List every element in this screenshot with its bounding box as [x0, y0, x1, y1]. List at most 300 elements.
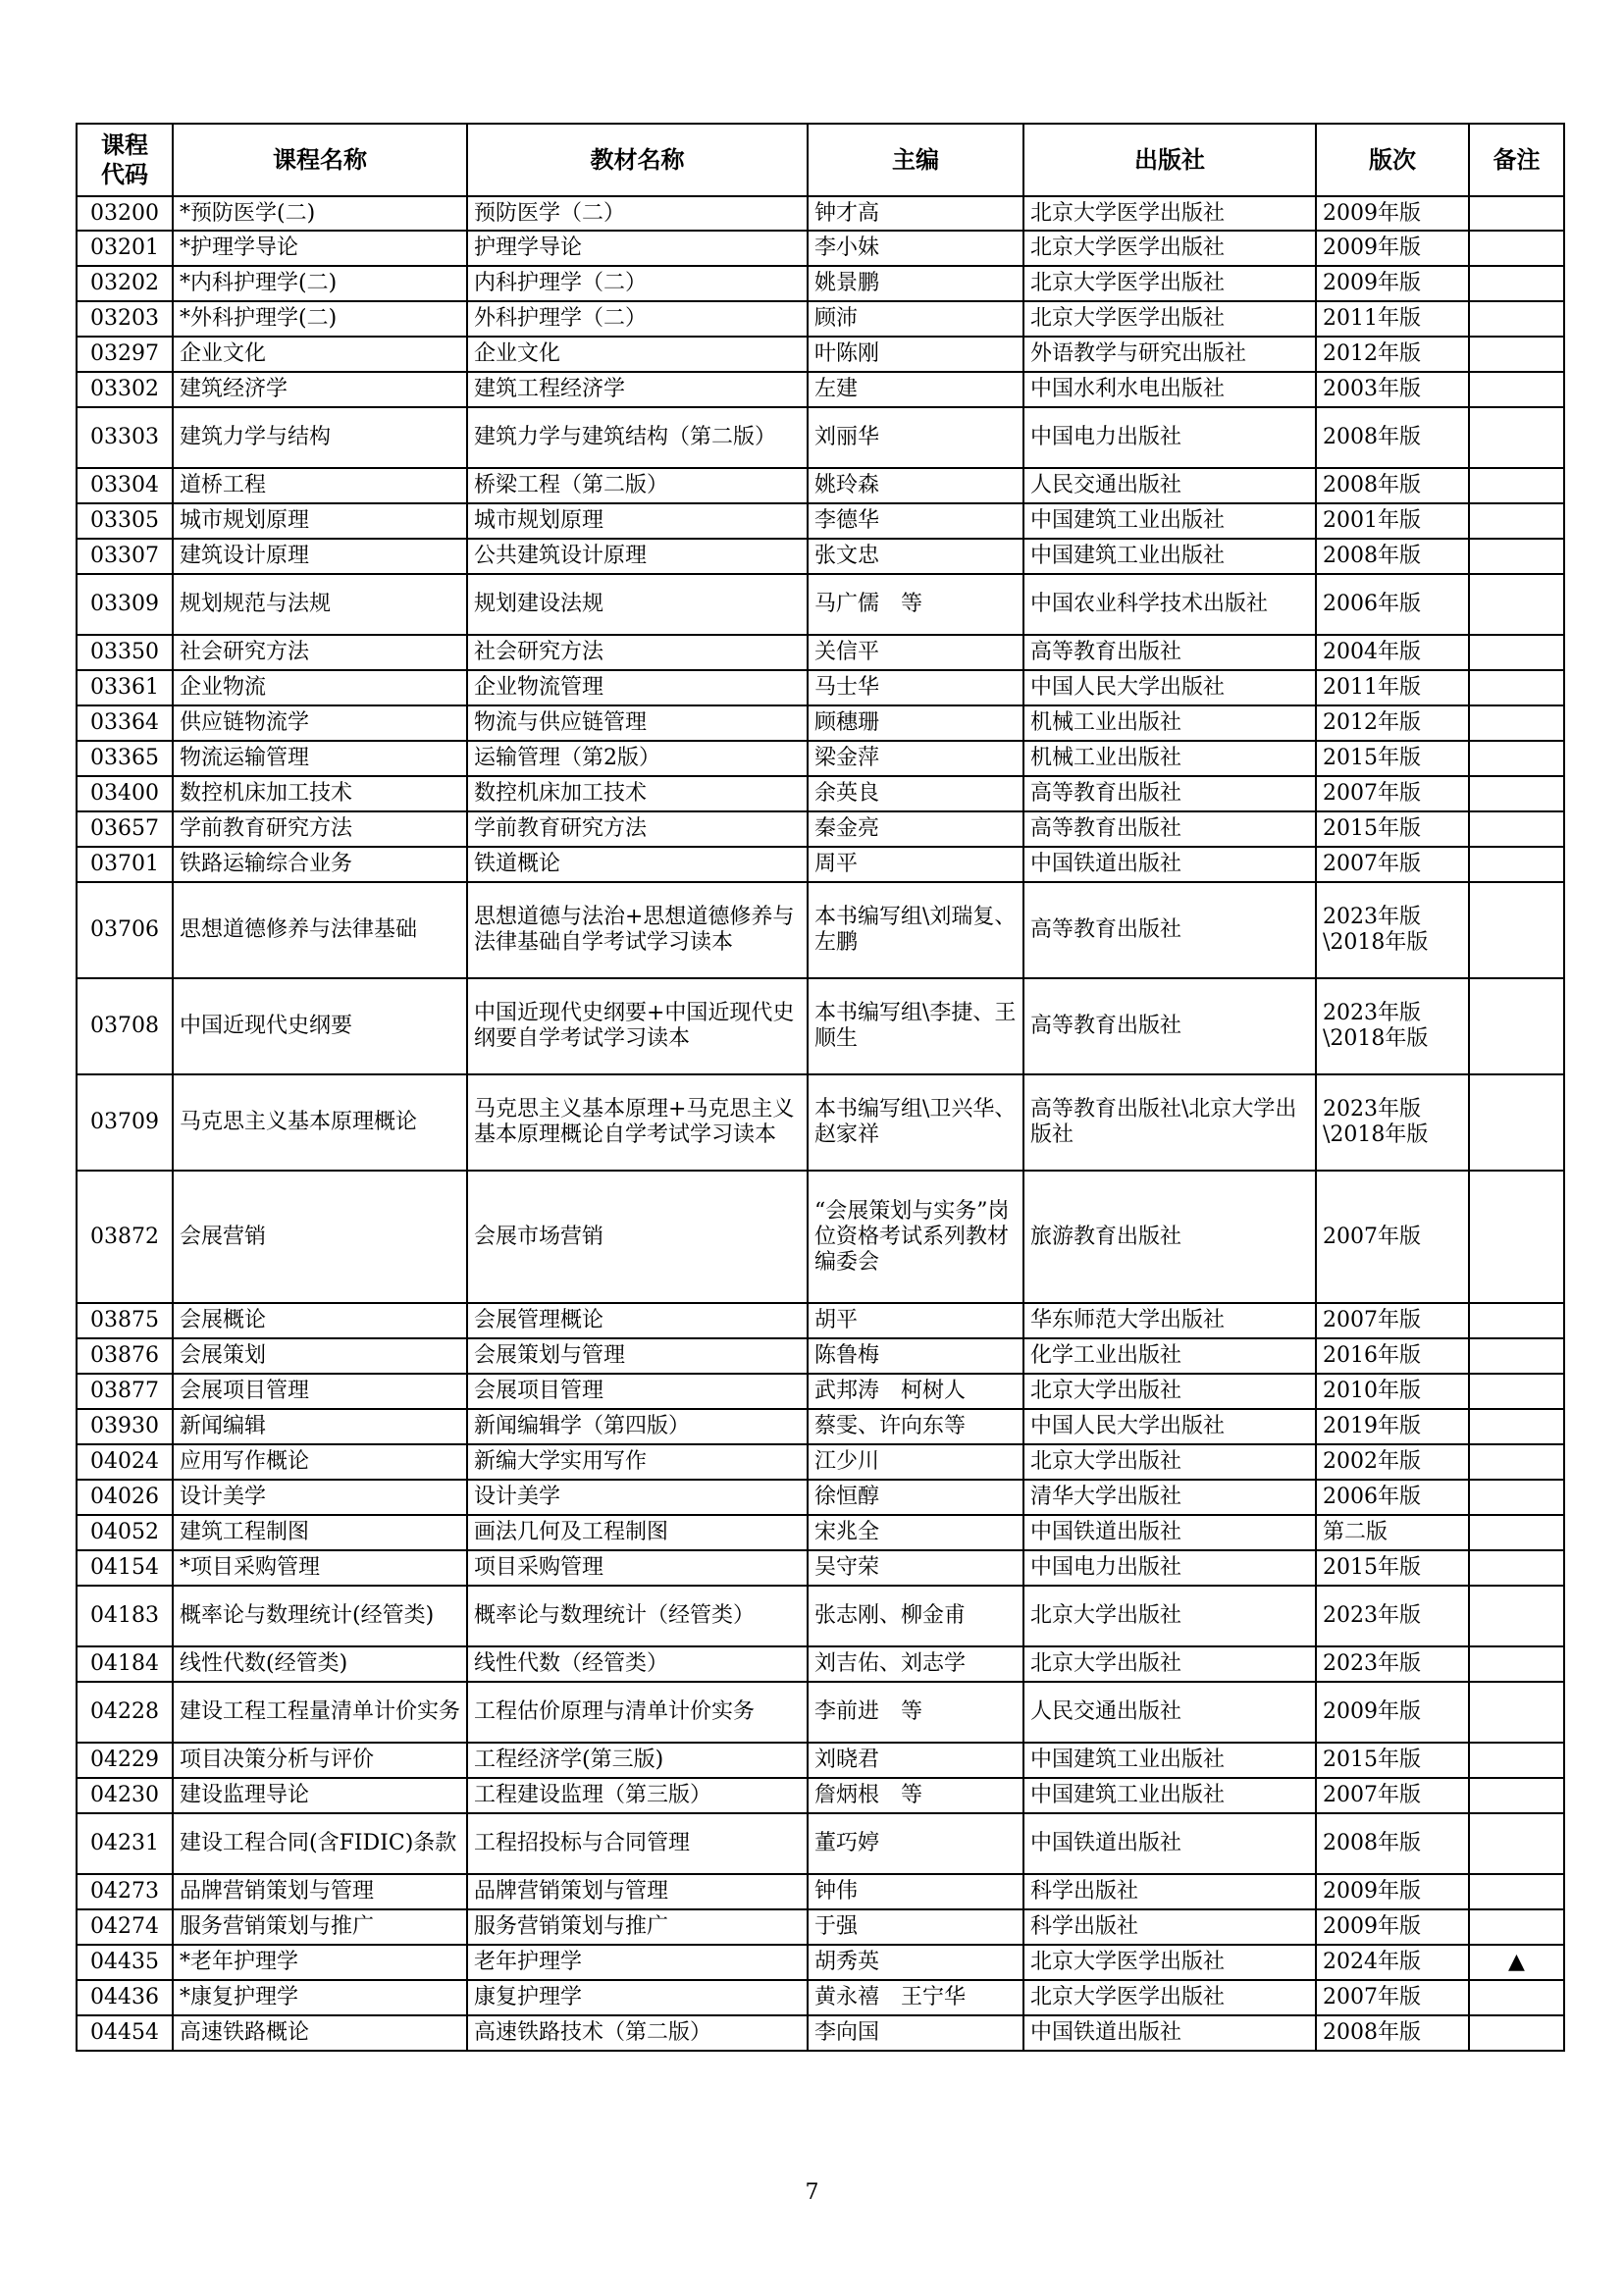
table-row [77, 1303, 1564, 1338]
table-cell-code: 03201 [77, 231, 173, 266]
table-cell-edition: 2009年版 [1316, 1874, 1469, 1909]
table-cell-publisher: 中国建筑工业出版社 [1023, 503, 1316, 539]
table-cell-edition: 2008年版 [1316, 539, 1469, 574]
table-cell-course: *老年护理学 [173, 1945, 467, 1980]
header-row [77, 124, 1564, 196]
table-cell-note [1469, 1743, 1564, 1778]
table-cell-publisher: 中国铁道出版社 [1023, 847, 1316, 882]
table-row [77, 670, 1564, 705]
table-cell-edition: 2009年版 [1316, 196, 1469, 231]
table-row [77, 503, 1564, 539]
table-cell-code: 03872 [77, 1171, 173, 1303]
table-cell-textbook: 服务营销策划与推广 [467, 1909, 808, 1945]
table-cell-publisher: 机械工业出版社 [1023, 705, 1316, 741]
table-cell-edition: 2015年版 [1316, 741, 1469, 776]
table-cell-note [1469, 231, 1564, 266]
table-cell-editor: 左建 [808, 372, 1023, 407]
table-cell-note [1469, 847, 1564, 882]
table-cell-textbook: 内科护理学（二） [467, 266, 808, 301]
table-row [77, 196, 1564, 231]
table-cell-edition: 2024年版 [1316, 1945, 1469, 1980]
table-cell-editor: 李前进 等 [808, 1682, 1023, 1743]
table-cell-course: 建设工程合同(含FIDIC)条款 [173, 1813, 467, 1874]
table-cell-code: 04229 [77, 1743, 173, 1778]
table-row [77, 1074, 1564, 1171]
table-cell-note [1469, 1074, 1564, 1171]
table-cell-note [1469, 1374, 1564, 1409]
table-row [77, 337, 1564, 372]
table-cell-publisher: 高等教育出版社 [1023, 882, 1316, 978]
table-row [77, 1480, 1564, 1515]
table-cell-note [1469, 1586, 1564, 1646]
table-cell-edition: 2008年版 [1316, 1813, 1469, 1874]
table-row [77, 1980, 1564, 2015]
table-cell-textbook: 新闻编辑学（第四版） [467, 1409, 808, 1444]
table-cell-note [1469, 1874, 1564, 1909]
table-cell-edition: 2023年版\2018年版 [1316, 882, 1469, 978]
table-cell-code: 03364 [77, 705, 173, 741]
table-cell-course: *预防医学(二) [173, 196, 467, 231]
table-cell-publisher: 中国建筑工业出版社 [1023, 539, 1316, 574]
table-cell-course: 会展营销 [173, 1171, 467, 1303]
table-cell-code: 04052 [77, 1515, 173, 1550]
table-cell-course: 应用写作概论 [173, 1444, 467, 1480]
table-cell-code: 03708 [77, 978, 173, 1074]
table-cell-code: 03302 [77, 372, 173, 407]
table-cell-textbook: 预防医学（二） [467, 196, 808, 231]
table-cell-publisher: 北京大学医学出版社 [1023, 301, 1316, 337]
table-cell-publisher: 中国人民大学出版社 [1023, 670, 1316, 705]
table-cell-textbook: 高速铁路技术（第二版） [467, 2015, 808, 2051]
table-cell-note [1469, 776, 1564, 811]
table-cell-code: 03709 [77, 1074, 173, 1171]
table-cell-edition: 2002年版 [1316, 1444, 1469, 1480]
table-cell-note [1469, 1480, 1564, 1515]
table-cell-edition: 2007年版 [1316, 1778, 1469, 1813]
table-cell-textbook: 工程估价原理与清单计价实务 [467, 1682, 808, 1743]
table-cell-textbook: 工程招投标与合同管理 [467, 1813, 808, 1874]
table-cell-textbook: 桥梁工程（第二版） [467, 468, 808, 503]
table-cell-course: *外科护理学(二) [173, 301, 467, 337]
table-cell-publisher: 人民交通出版社 [1023, 1682, 1316, 1743]
table-cell-course: 企业物流 [173, 670, 467, 705]
table-cell-note [1469, 1550, 1564, 1586]
table-cell-course: 城市规划原理 [173, 503, 467, 539]
table-cell-publisher: 中国铁道出版社 [1023, 2015, 1316, 2051]
table-cell-note [1469, 372, 1564, 407]
table-row [77, 978, 1564, 1074]
table-cell-editor: 钟伟 [808, 1874, 1023, 1909]
table-row [77, 1682, 1564, 1743]
table-cell-textbook: 学前教育研究方法 [467, 811, 808, 847]
table-cell-course: 建设工程工程量清单计价实务 [173, 1682, 467, 1743]
table-cell-edition: 2007年版 [1316, 1980, 1469, 2015]
table-cell-code: 03361 [77, 670, 173, 705]
table-cell-publisher: 北京大学医学出版社 [1023, 231, 1316, 266]
table-row [77, 539, 1564, 574]
table-cell-course: 品牌营销策划与管理 [173, 1874, 467, 1909]
table-cell-code: 03303 [77, 407, 173, 468]
table-cell-code: 04184 [77, 1646, 173, 1682]
table-cell-textbook: 项目采购管理 [467, 1550, 808, 1586]
table-row [77, 1778, 1564, 1813]
table-cell-textbook: 建筑力学与建筑结构（第二版） [467, 407, 808, 468]
table-cell-textbook: 企业文化 [467, 337, 808, 372]
table-cell-publisher: 高等教育出版社 [1023, 635, 1316, 670]
table-cell-editor: 梁金萍 [808, 741, 1023, 776]
table-cell-publisher: 中国电力出版社 [1023, 407, 1316, 468]
table-cell-publisher: 中国水利水电出版社 [1023, 372, 1316, 407]
header-publisher: 出版社 [1023, 124, 1316, 196]
table-cell-course: 社会研究方法 [173, 635, 467, 670]
table-cell-editor: 刘吉佑、刘志学 [808, 1646, 1023, 1682]
table-cell-course: 规划规范与法规 [173, 574, 467, 635]
table-cell-edition: 2007年版 [1316, 1171, 1469, 1303]
table-cell-publisher: 机械工业出版社 [1023, 741, 1316, 776]
table-cell-edition: 2004年版 [1316, 635, 1469, 670]
table-cell-code: 03930 [77, 1409, 173, 1444]
table-cell-code: 04228 [77, 1682, 173, 1743]
table-row [77, 1550, 1564, 1586]
table-cell-publisher: 北京大学出版社 [1023, 1646, 1316, 1682]
table-cell-course: 中国近现代史纲要 [173, 978, 467, 1074]
table-cell-publisher: 清华大学出版社 [1023, 1480, 1316, 1515]
table-cell-publisher: 北京大学出版社 [1023, 1586, 1316, 1646]
table-cell-note [1469, 407, 1564, 468]
table-cell-textbook: 老年护理学 [467, 1945, 808, 1980]
table-cell-editor: 吴守荣 [808, 1550, 1023, 1586]
table-cell-course: 服务营销策划与推广 [173, 1909, 467, 1945]
header-editor: 主编 [808, 124, 1023, 196]
table-cell-editor: 詹炳根 等 [808, 1778, 1023, 1813]
table-cell-editor: 本书编写组\刘瑞复、左鹏 [808, 882, 1023, 978]
table-cell-note [1469, 266, 1564, 301]
table-cell-code: 03305 [77, 503, 173, 539]
table-cell-textbook: 概率论与数理统计（经管类） [467, 1586, 808, 1646]
table-cell-editor: 江少川 [808, 1444, 1023, 1480]
header-course: 课程名称 [173, 124, 467, 196]
table-cell-note [1469, 2015, 1564, 2051]
table-cell-note [1469, 1409, 1564, 1444]
table-row [77, 1171, 1564, 1303]
table-cell-editor: 于强 [808, 1909, 1023, 1945]
table-cell-textbook: 企业物流管理 [467, 670, 808, 705]
table-row [77, 372, 1564, 407]
table-cell-code: 03876 [77, 1338, 173, 1374]
table-cell-textbook: 物流与供应链管理 [467, 705, 808, 741]
table-cell-code: 04231 [77, 1813, 173, 1874]
table-row [77, 1874, 1564, 1909]
table-cell-editor: 宋兆全 [808, 1515, 1023, 1550]
table-cell-publisher: 科学出版社 [1023, 1909, 1316, 1945]
table-cell-textbook: 康复护理学 [467, 1980, 808, 2015]
table-cell-course: 建筑经济学 [173, 372, 467, 407]
textbook-table [76, 123, 1565, 2052]
table-cell-publisher: 化学工业出版社 [1023, 1338, 1316, 1374]
table-cell-textbook: 外科护理学（二） [467, 301, 808, 337]
table-cell-textbook: 思想道德与法治+思想道德修养与法律基础自学考试学习读本 [467, 882, 808, 978]
table-cell-textbook: 画法几何及工程制图 [467, 1515, 808, 1550]
table-row [77, 1909, 1564, 1945]
table-cell-edition: 2006年版 [1316, 1480, 1469, 1515]
table-cell-editor: 武邦涛 柯树人 [808, 1374, 1023, 1409]
table-cell-textbook: 会展市场营销 [467, 1171, 808, 1303]
table-cell-textbook: 新编大学实用写作 [467, 1444, 808, 1480]
table-row [77, 1813, 1564, 1874]
table-cell-edition: 2007年版 [1316, 776, 1469, 811]
table-cell-textbook: 马克思主义基本原理+马克思主义基本原理概论自学考试学习读本 [467, 1074, 808, 1171]
table-cell-code: 03350 [77, 635, 173, 670]
table-cell-editor: 黄永禧 王宁华 [808, 1980, 1023, 2015]
table-cell-edition: 2010年版 [1316, 1374, 1469, 1409]
table-cell-course: 会展概论 [173, 1303, 467, 1338]
table-cell-editor: 周平 [808, 847, 1023, 882]
table-cell-edition: 2007年版 [1316, 1303, 1469, 1338]
table-cell-editor: 李小妹 [808, 231, 1023, 266]
table-cell-note [1469, 503, 1564, 539]
table-row [77, 776, 1564, 811]
table-cell-course: 建筑工程制图 [173, 1515, 467, 1550]
table-cell-editor: 马广儒 等 [808, 574, 1023, 635]
table-row [77, 407, 1564, 468]
table-row [77, 1945, 1564, 1980]
table-cell-editor: 本书编写组\卫兴华、赵家祥 [808, 1074, 1023, 1171]
table-cell-editor: 张文忠 [808, 539, 1023, 574]
table-cell-course: 建筑力学与结构 [173, 407, 467, 468]
table-cell-code: 03365 [77, 741, 173, 776]
table-row [77, 705, 1564, 741]
table-cell-note [1469, 1778, 1564, 1813]
table-cell-course: *项目采购管理 [173, 1550, 467, 1586]
table-cell-code: 04273 [77, 1874, 173, 1909]
table-cell-textbook: 会展项目管理 [467, 1374, 808, 1409]
table-cell-note [1469, 1171, 1564, 1303]
table-cell-note [1469, 1980, 1564, 2015]
table-cell-publisher: 高等教育出版社\北京大学出版社 [1023, 1074, 1316, 1171]
table-cell-edition: 2019年版 [1316, 1409, 1469, 1444]
table-cell-note [1469, 539, 1564, 574]
table-cell-code: 03875 [77, 1303, 173, 1338]
table-row [77, 1374, 1564, 1409]
table-cell-editor: 余英良 [808, 776, 1023, 811]
table-cell-note [1469, 1909, 1564, 1945]
table-cell-editor: 钟才高 [808, 196, 1023, 231]
table-row [77, 1586, 1564, 1646]
table-cell-publisher: 中国铁道出版社 [1023, 1515, 1316, 1550]
table-cell-course: 会展项目管理 [173, 1374, 467, 1409]
table-cell-course: 高速铁路概论 [173, 2015, 467, 2051]
table-cell-publisher: 外语教学与研究出版社 [1023, 337, 1316, 372]
table-cell-textbook: 中国近现代史纲要+中国近现代史纲要自学考试学习读本 [467, 978, 808, 1074]
table-cell-edition: 2008年版 [1316, 2015, 1469, 2051]
table-cell-course: *内科护理学(二) [173, 266, 467, 301]
table-cell-note [1469, 1515, 1564, 1550]
table-cell-edition: 2016年版 [1316, 1338, 1469, 1374]
table-cell-note [1469, 741, 1564, 776]
table-row [77, 301, 1564, 337]
table-cell-note [1469, 196, 1564, 231]
header-edition: 版次 [1316, 124, 1469, 196]
table-row [77, 635, 1564, 670]
table-cell-publisher: 科学出版社 [1023, 1874, 1316, 1909]
table-cell-editor: 胡秀英 [808, 1945, 1023, 1980]
table-row [77, 847, 1564, 882]
table-cell-note [1469, 1444, 1564, 1480]
table-cell-publisher: 中国建筑工业出版社 [1023, 1778, 1316, 1813]
table-cell-editor: 姚景鹏 [808, 266, 1023, 301]
table-cell-edition: 2008年版 [1316, 468, 1469, 503]
table-cell-edition: 2001年版 [1316, 503, 1469, 539]
table-cell-course: 会展策划 [173, 1338, 467, 1374]
table-cell-editor: 顾穗珊 [808, 705, 1023, 741]
table-cell-note [1469, 705, 1564, 741]
table-cell-note: ▲ [1469, 1945, 1564, 1980]
table-cell-editor: 叶陈刚 [808, 337, 1023, 372]
table-row [77, 1338, 1564, 1374]
table-cell-code: 03203 [77, 301, 173, 337]
table-cell-code: 04454 [77, 2015, 173, 2051]
table-cell-edition: 2023年版 [1316, 1646, 1469, 1682]
table-cell-editor: 陈鲁梅 [808, 1338, 1023, 1374]
table-cell-course: 思想道德修养与法律基础 [173, 882, 467, 978]
table-cell-code: 04230 [77, 1778, 173, 1813]
table-cell-textbook: 铁道概论 [467, 847, 808, 882]
table-cell-publisher: 高等教育出版社 [1023, 978, 1316, 1074]
table-cell-edition: 2009年版 [1316, 266, 1469, 301]
table-cell-publisher: 旅游教育出版社 [1023, 1171, 1316, 1303]
table-cell-edition: 2023年版\2018年版 [1316, 978, 1469, 1074]
table-cell-edition: 2011年版 [1316, 670, 1469, 705]
table-cell-editor: 刘晓君 [808, 1743, 1023, 1778]
table-row [77, 574, 1564, 635]
table-cell-edition: 2003年版 [1316, 372, 1469, 407]
table-cell-editor: 姚玲森 [808, 468, 1023, 503]
table-cell-code: 03657 [77, 811, 173, 847]
table-cell-edition: 2023年版\2018年版 [1316, 1074, 1469, 1171]
table-cell-publisher: 北京大学医学出版社 [1023, 196, 1316, 231]
table-cell-editor: 马士华 [808, 670, 1023, 705]
table-cell-editor: 李德华 [808, 503, 1023, 539]
table-cell-publisher: 高等教育出版社 [1023, 811, 1316, 847]
table-cell-course: 铁路运输综合业务 [173, 847, 467, 882]
table-cell-code: 04183 [77, 1586, 173, 1646]
header-note: 备注 [1469, 124, 1564, 196]
table-cell-note [1469, 337, 1564, 372]
table-cell-textbook: 品牌营销策划与管理 [467, 1874, 808, 1909]
table-cell-editor: 张志刚、柳金甫 [808, 1586, 1023, 1646]
table-cell-textbook: 城市规划原理 [467, 503, 808, 539]
table-row [77, 231, 1564, 266]
table-cell-code: 03297 [77, 337, 173, 372]
table-cell-code: 03200 [77, 196, 173, 231]
table-cell-editor: 李向国 [808, 2015, 1023, 2051]
table-cell-edition: 2015年版 [1316, 1550, 1469, 1586]
table-cell-editor: 刘丽华 [808, 407, 1023, 468]
table-cell-note [1469, 301, 1564, 337]
table-cell-note [1469, 1646, 1564, 1682]
table-cell-course: 数控机床加工技术 [173, 776, 467, 811]
table-cell-course: 企业文化 [173, 337, 467, 372]
table-cell-code: 04274 [77, 1909, 173, 1945]
table-cell-code: 03701 [77, 847, 173, 882]
table-cell-textbook: 会展管理概论 [467, 1303, 808, 1338]
table-cell-note [1469, 1303, 1564, 1338]
table-cell-note [1469, 1338, 1564, 1374]
table-cell-code: 04024 [77, 1444, 173, 1480]
table-cell-textbook: 护理学导论 [467, 231, 808, 266]
table-cell-code: 04154 [77, 1550, 173, 1586]
table-cell-editor: 秦金亮 [808, 811, 1023, 847]
table-cell-publisher: 中国建筑工业出版社 [1023, 1743, 1316, 1778]
table-row [77, 1646, 1564, 1682]
table-cell-publisher: 中国电力出版社 [1023, 1550, 1316, 1586]
table-cell-course: 建筑设计原理 [173, 539, 467, 574]
table-cell-edition: 2006年版 [1316, 574, 1469, 635]
table-cell-textbook: 规划建设法规 [467, 574, 808, 635]
table-cell-editor: 关信平 [808, 635, 1023, 670]
table-cell-editor: 胡平 [808, 1303, 1023, 1338]
table-cell-note [1469, 978, 1564, 1074]
table-cell-publisher: 高等教育出版社 [1023, 776, 1316, 811]
table-row [77, 1515, 1564, 1550]
table-cell-course: 项目决策分析与评价 [173, 1743, 467, 1778]
table-cell-publisher: 北京大学出版社 [1023, 1444, 1316, 1480]
table-cell-textbook: 数控机床加工技术 [467, 776, 808, 811]
table-cell-code: 04026 [77, 1480, 173, 1515]
table-row [77, 741, 1564, 776]
table-cell-edition: 2023年版 [1316, 1586, 1469, 1646]
table-cell-publisher: 中国人民大学出版社 [1023, 1409, 1316, 1444]
table-row [77, 266, 1564, 301]
table-cell-course: 学前教育研究方法 [173, 811, 467, 847]
table-cell-course: 新闻编辑 [173, 1409, 467, 1444]
table-cell-editor: “会展策划与实务”岗位资格考试系列教材编委会 [808, 1171, 1023, 1303]
table-cell-textbook: 会展策划与管理 [467, 1338, 808, 1374]
table-cell-publisher: 北京大学医学出版社 [1023, 1980, 1316, 2015]
table-cell-textbook: 工程建设监理（第三版） [467, 1778, 808, 1813]
table-cell-code: 03202 [77, 266, 173, 301]
table-cell-code: 04436 [77, 1980, 173, 2015]
table-cell-edition: 2015年版 [1316, 811, 1469, 847]
table-cell-edition: 2009年版 [1316, 231, 1469, 266]
table-row [77, 811, 1564, 847]
table-cell-code: 03309 [77, 574, 173, 635]
table-cell-note [1469, 1682, 1564, 1743]
table-cell-code: 03877 [77, 1374, 173, 1409]
table-cell-publisher: 中国农业科学技术出版社 [1023, 574, 1316, 635]
table-cell-textbook: 工程经济学(第三版) [467, 1743, 808, 1778]
table-cell-textbook: 线性代数（经管类） [467, 1646, 808, 1682]
table-cell-edition: 2008年版 [1316, 407, 1469, 468]
table-cell-course: 建设监理导论 [173, 1778, 467, 1813]
table-row [77, 2015, 1564, 2051]
table-cell-textbook: 建筑工程经济学 [467, 372, 808, 407]
table-cell-note [1469, 882, 1564, 978]
table-cell-course: 物流运输管理 [173, 741, 467, 776]
table-cell-note [1469, 574, 1564, 635]
table-cell-course: 道桥工程 [173, 468, 467, 503]
table-cell-edition: 2012年版 [1316, 337, 1469, 372]
page-number: 7 [805, 2180, 819, 2205]
header-code: 课程 代码 [77, 124, 173, 196]
table-cell-editor: 蔡雯、许向东等 [808, 1409, 1023, 1444]
table-cell-publisher: 北京大学医学出版社 [1023, 1945, 1316, 1980]
table-cell-publisher: 人民交通出版社 [1023, 468, 1316, 503]
table-cell-editor: 徐恒醇 [808, 1480, 1023, 1515]
table-cell-publisher: 北京大学出版社 [1023, 1374, 1316, 1409]
table-cell-course: 马克思主义基本原理概论 [173, 1074, 467, 1171]
table-cell-textbook: 社会研究方法 [467, 635, 808, 670]
